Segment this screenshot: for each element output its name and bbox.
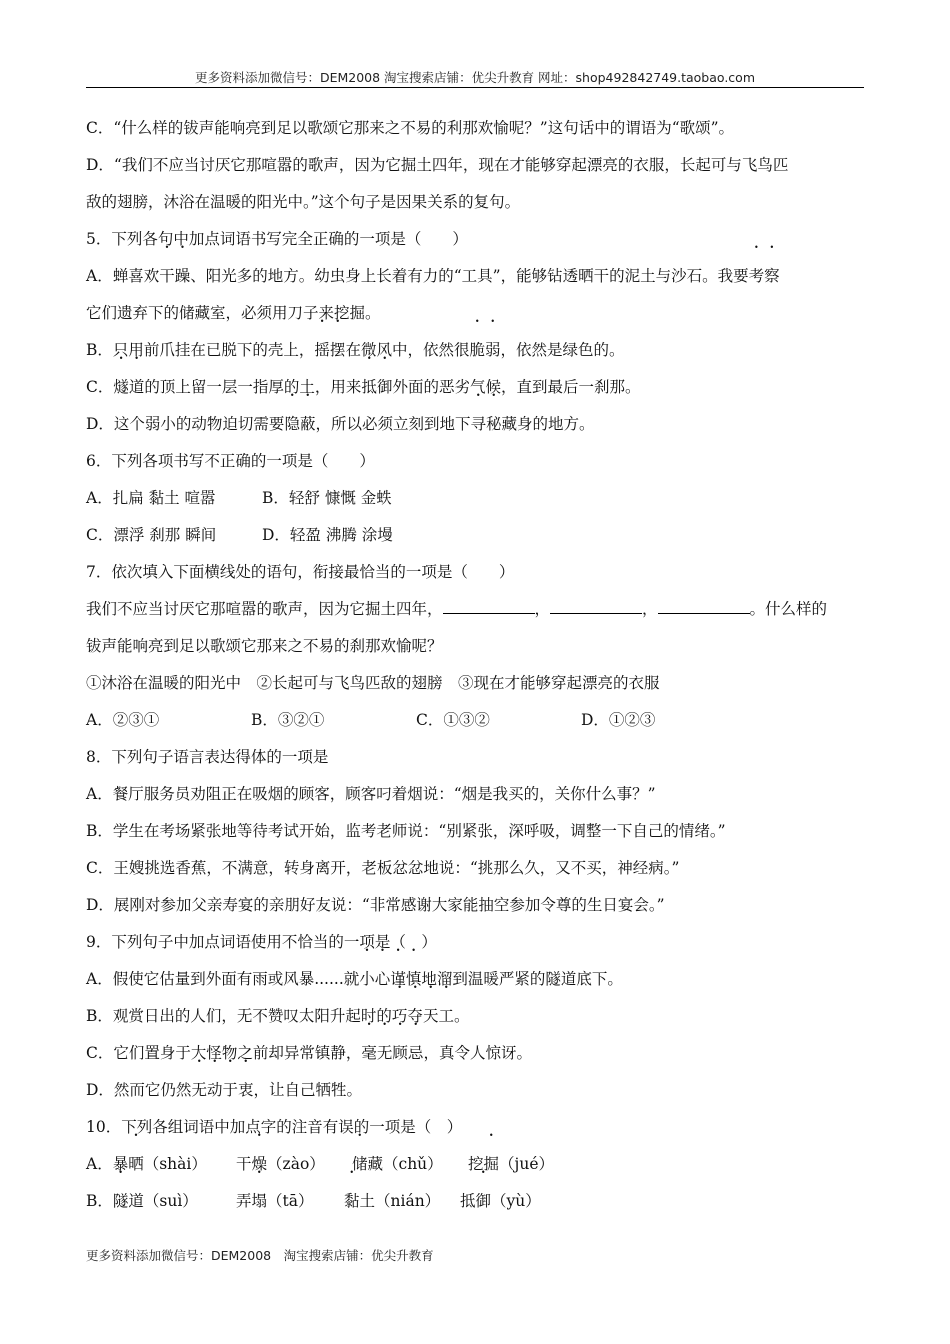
q8-option-d: D．展刚对参加父亲寿宴的亲朋好友说：“非常感谢大家能抽空参加令尊的生日宴会。” xyxy=(86,896,665,914)
q4-option-d-line1: D．“我们不应当讨厌它那喧嚣的歌声，因为它掘土四年，现在才能够穿起漂亮的衣服，长起可与飞鸟匹 xyxy=(86,156,789,174)
q4-option-d-line2: 敌的翅膀，沐浴在温暖的阳光中。”这个句子是因果关系的复句。 xyxy=(86,193,521,211)
dotted-char: 摇 xyxy=(314,341,330,359)
dotted-char: 脆 xyxy=(469,341,485,359)
q8-option-b: B．学生在考场紧张地等待考试开始，监考老师说：“别紧张，深呼吸，调整一下自己的情绪。” xyxy=(86,822,726,840)
header-divider xyxy=(86,87,864,88)
dotted-char: 巧 xyxy=(391,1007,408,1025)
dotted-char: 御 xyxy=(475,1192,492,1210)
q6-stem: 6．下列各项书写不正确的一项是（ ） xyxy=(86,452,375,470)
dotted-char: 心 xyxy=(374,970,391,988)
q5-option-d: D．这个弱小的动物迫切需要隐蔽，所以必须立刻到地下寻秘藏身的地方。 xyxy=(86,406,866,443)
dotted-char: 动 xyxy=(206,1081,223,1099)
q7-option-b: B．③②① xyxy=(251,711,325,729)
dotted-char: 于 xyxy=(222,1081,238,1099)
dotted-char: 储 xyxy=(352,1155,368,1173)
dotted-char: 躁 xyxy=(174,267,191,285)
dotted-char: 夺 xyxy=(407,1007,423,1025)
dotted-char: 隧 xyxy=(112,1192,129,1210)
dotted-char: 晒 xyxy=(128,1155,144,1173)
dotted-char: 弱 xyxy=(484,341,501,359)
q6-options-cd xyxy=(86,517,866,554)
answer-blank xyxy=(658,599,750,614)
dotted-char: 无 xyxy=(191,1081,207,1099)
q5-stem: 5．下列各句中加点词语书写完全正确的一项是（ ） xyxy=(86,230,468,248)
q7-option-c: C．①③② xyxy=(416,711,490,729)
dotted-char: 隐 xyxy=(284,415,300,433)
q6-options-ab xyxy=(86,480,866,517)
q5-option-c: C．燧道的顶上留一层一指厚的土，用来抵御外面的恶劣气候，直到最后一刹那。 xyxy=(86,369,866,406)
q10-a-word: 挖掘（jué） xyxy=(468,1146,554,1183)
q7-stem: 7．依次填入下面横线处的语句，衔接最恰当的一项是（ ） xyxy=(86,563,515,581)
q10-option-b xyxy=(86,1183,866,1220)
q8-option-a: A．餐厅服务员劝阻正在吸烟的顾客，顾客叼着烟说：“烟是我买的，关你什么事？” xyxy=(86,785,656,803)
q6-option-d: D．轻盈 沸腾 涂墁 xyxy=(262,526,393,544)
q9-option-d: D．然而它仍然无动于衷，让自己牺牲。 xyxy=(86,1072,866,1109)
q10-option-a xyxy=(86,1146,866,1183)
q5-option-a-line1: A．蝉喜欢干躁、阳光多的地方。幼虫身上长着有力的“工具”，能够钻透晒干的泥土与沙石。我要考察 xyxy=(86,258,866,295)
dotted-char: 天 xyxy=(422,1007,439,1025)
dotted-char: 干 xyxy=(159,267,175,285)
q9-option-c: C．它们置身于大怪物之前却异常镇静，毫无顾忌，真令人惊讶。 xyxy=(86,1035,866,1072)
dotted-char: 秘 xyxy=(486,415,502,433)
q6-option-b: B．轻舒 慷慨 金蛈 xyxy=(262,489,392,507)
q7-sentence-options: ①沐浴在温暖的阳光中 ②长起可与飞鸟匹敌的翅膀 ③现在才能够穿起漂亮的衣服 xyxy=(86,674,660,692)
dotted-char: 蔽 xyxy=(299,415,316,433)
dotted-char: 考 xyxy=(748,267,765,285)
dotted-char: 摆 xyxy=(329,341,346,359)
q5-option-b: B．只用前爪挂在已脱下的壳上，摇摆在微风中，依然很脆弱，依然是绿色的。 xyxy=(86,332,866,369)
dotted-char: 忌 xyxy=(407,1044,424,1062)
dotted-char: 察 xyxy=(764,267,780,285)
answer-blank xyxy=(443,599,535,614)
dotted-char: 毫 xyxy=(361,1044,377,1062)
dotted-char: 道 xyxy=(128,378,145,396)
q7-passage-line2: 钹声能响亮到足以歌颂它那来之不易的刹那欢愉呢？ xyxy=(86,637,443,655)
dotted-char: 顾 xyxy=(392,1044,408,1062)
dotted-char: 谨 xyxy=(390,970,406,988)
q9-option-a: A．假使它估量到外面有雨或风暴......就小心谨慎地溜到温暖严紧的隧道底下。 xyxy=(86,961,866,998)
dotted-char: 工 xyxy=(438,1007,454,1025)
dotted-char: 无 xyxy=(376,1044,393,1062)
q10-b-word: 抵御（yù） xyxy=(460,1183,541,1220)
page-footer: 更多资料添加微信号：DEM2008 淘宝搜索店铺：优尖升教育 xyxy=(86,1248,434,1263)
q10-a-word: 储藏（chǔ） xyxy=(352,1146,468,1183)
q10-a-word: 干燥（zào） xyxy=(236,1146,352,1183)
q4-option-c: C．“什么样的钹声能响亮到足以歌颂它那来之不易的利那欢愉呢？”这句话中的谓语为“歌颂”。 xyxy=(86,119,735,137)
q10-b-word: 黏土（nián） xyxy=(344,1183,460,1220)
q9-option-b: B．观赏日出的人们，无不赞叹太阳升起时的巧夺天工。 xyxy=(86,998,866,1035)
dotted-char: 燧 xyxy=(113,378,129,396)
dotted-char: 掘 xyxy=(483,1155,500,1173)
q7-option-a: A．②③① xyxy=(86,711,160,729)
dotted-char: 塌 xyxy=(251,1192,268,1210)
dotted-char: 抵 xyxy=(361,378,377,396)
q10-a-word: A．暴晒（shài） xyxy=(86,1146,236,1183)
q10-stem: 10．下列各组词语中加点字的注音有误的一项是（ ） xyxy=(86,1118,463,1136)
q7-passage-line1: 我们不应当讨厌它那喧嚣的歌声，因为它掘土四年， ， ， 。什么样的 xyxy=(86,600,828,618)
q7-option-d: D．①②③ xyxy=(581,711,656,729)
dotted-char: 御 xyxy=(376,378,393,396)
dotted-char: 小 xyxy=(359,970,375,988)
question-content xyxy=(86,110,866,1220)
dotted-char: 黏 xyxy=(344,1192,360,1210)
q9-stem: 9．下列句子中加点词语使用不恰当的一项是（ ） xyxy=(86,933,437,951)
dotted-char: 燥 xyxy=(251,1155,268,1173)
q10-b-word: 弄塌（tā） xyxy=(236,1183,344,1220)
answer-blank xyxy=(550,599,642,614)
q6-option-c: C．漂浮 刹那 瞬间 xyxy=(86,526,217,544)
dotted-char: 寻 xyxy=(470,415,486,433)
q10-b-word: B．隧道（suì） xyxy=(86,1183,236,1220)
dotted-char: 衷 xyxy=(237,1081,254,1099)
q6-option-a: A．扎扁 黏土 喧嚣 xyxy=(86,489,216,507)
q8-stem: 8．下列句子语言表达得体的一项是 xyxy=(86,748,329,766)
q5-option-a-line2: 它们遗弃下的储藏室，必须用刀子来挖掘。 xyxy=(86,304,381,322)
page-header: 更多资料添加微信号：DEM2008 淘宝搜索店铺：优尖升教育 网址：shop492842749.taobao.com xyxy=(194,70,756,85)
dotted-char: 慎 xyxy=(405,970,422,988)
q8-option-c: C．王嫂挑选香蕉，不满意，转身离开，老板忿忿地说：“挑那么久，又不买，神经病。” xyxy=(86,859,680,877)
q7-answers xyxy=(86,702,866,739)
